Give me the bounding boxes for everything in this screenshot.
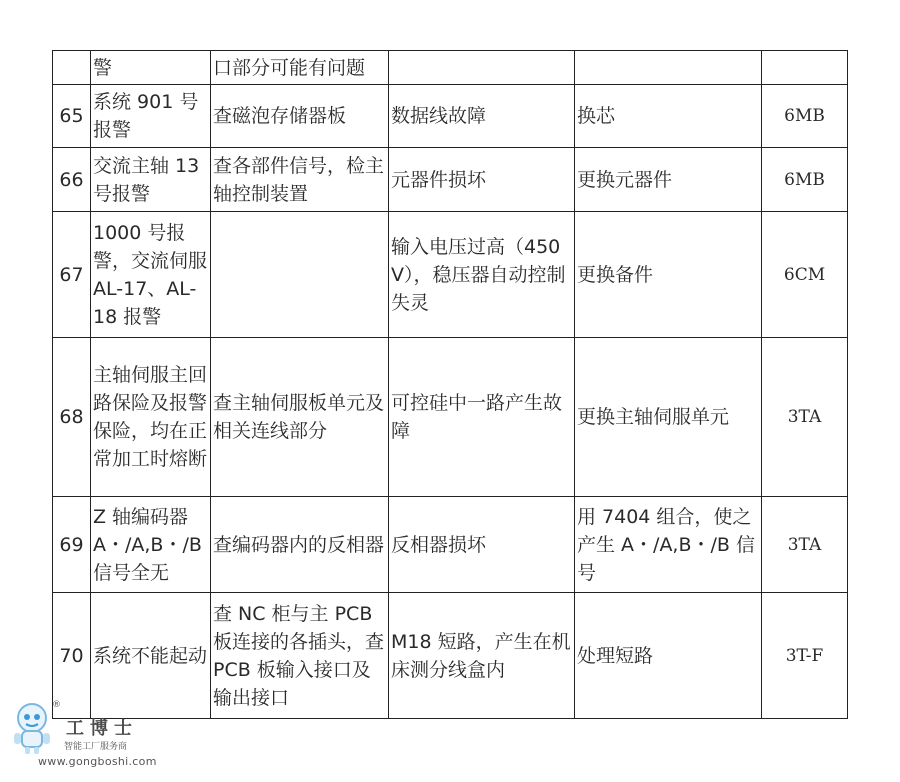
remedy-cell: 用 7404 组合，使之产生 A・/A,B・/B 信号 — [575, 497, 762, 593]
cause-cell: 反相器损坏 — [389, 497, 575, 593]
cause-cell: 输入电压过高（450V），稳压器自动控制失灵 — [389, 212, 575, 338]
watermark-url: www.gongboshi.com — [38, 755, 157, 768]
code-cell: 6MB — [762, 85, 848, 148]
row-number: 65 — [53, 85, 91, 148]
fault-table — [52, 50, 848, 719]
row-number: 69 — [53, 497, 91, 593]
check-cell: 查 NC 柜与主 PCB 板连接的各插头，查 PCB 板输入接口及输出接口 — [211, 593, 389, 719]
alarm-cell: 系统 901 号报警 — [91, 85, 211, 148]
registered-mark: ® — [52, 700, 61, 710]
remedy-cell: 处理短路 — [575, 593, 762, 719]
alarm-cell: 警 — [91, 51, 211, 85]
alarm-cell: 交流主轴 13 号报警 — [91, 148, 211, 212]
check-cell: 查磁泡存储器板 — [211, 85, 389, 148]
code-cell: 3TA — [762, 338, 848, 497]
row-number — [53, 51, 91, 85]
alarm-cell: 系统不能起动 — [91, 593, 211, 719]
remedy-cell: 更换备件 — [575, 212, 762, 338]
row-number: 68 — [53, 338, 91, 497]
cause-cell: 数据线故障 — [389, 85, 575, 148]
alarm-cell: 主轴伺服主回路保险及报警保险，均在正常加工时熔断 — [91, 338, 211, 497]
code-cell: 3T-F — [762, 593, 848, 719]
check-cell: 查主轴伺服板单元及相关连线部分 — [211, 338, 389, 497]
remedy-cell: 更换主轴伺服单元 — [575, 338, 762, 497]
code-cell: 6CM — [762, 212, 848, 338]
remedy-cell — [575, 51, 762, 85]
remedy-cell: 换芯 — [575, 85, 762, 148]
watermark-title: 工博士 — [66, 718, 138, 739]
row-number: 67 — [53, 212, 91, 338]
check-cell — [211, 212, 389, 338]
table-row — [53, 212, 848, 338]
table-row — [53, 593, 848, 719]
table-row — [53, 51, 848, 85]
alarm-cell: 1000 号报警，交流伺服 AL-17、AL-18 报警 — [91, 212, 211, 338]
remedy-cell: 更换元器件 — [575, 148, 762, 212]
check-cell: 查各部件信号，检主轴控制装置 — [211, 148, 389, 212]
cause-cell: 可控硅中一路产生故障 — [389, 338, 575, 497]
table-row — [53, 338, 848, 497]
alarm-cell: Z 轴编码器 A・/A,B・/B 信号全无 — [91, 497, 211, 593]
cause-cell — [389, 51, 575, 85]
code-cell — [762, 51, 848, 85]
table-row — [53, 85, 848, 148]
row-number: 70 — [53, 593, 91, 719]
cause-cell: M18 短路，产生在机床测分线盒内 — [389, 593, 575, 719]
check-cell: 口部分可能有问题 — [211, 51, 389, 85]
check-cell: 查编码器内的反相器 — [211, 497, 389, 593]
table-row — [53, 497, 848, 593]
code-cell: 6MB — [762, 148, 848, 212]
table-row — [53, 148, 848, 212]
watermark-subtitle: 智能工厂服务商 — [64, 742, 128, 752]
row-number: 66 — [53, 148, 91, 212]
code-cell: 3TA — [762, 497, 848, 593]
cause-cell: 元器件损坏 — [389, 148, 575, 212]
site-watermark — [8, 700, 168, 776]
